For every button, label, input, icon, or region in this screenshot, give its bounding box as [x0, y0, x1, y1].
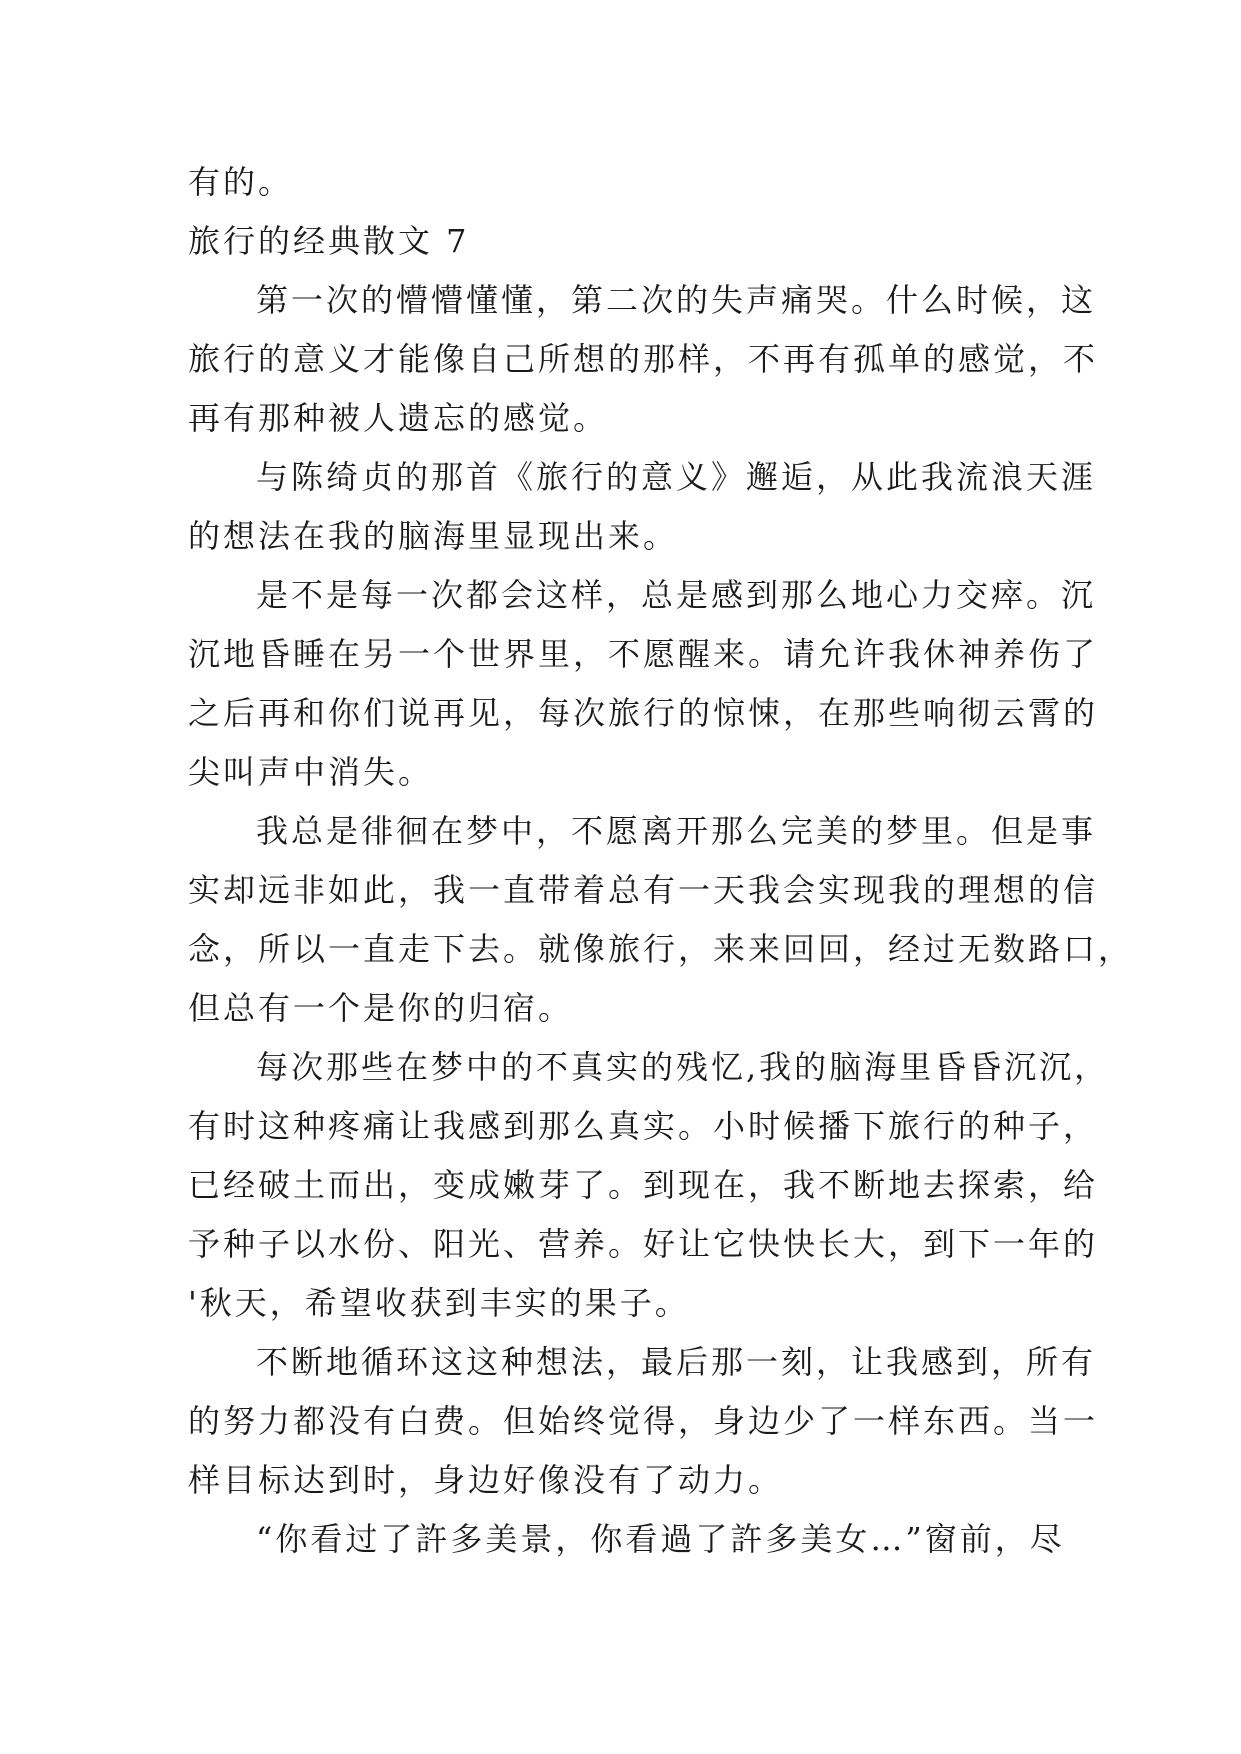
text-line: 我总是徘徊在梦中，不愿离开那么完美的梦里。但是事	[256, 812, 1097, 850]
text-line: 第一次的懵懵懂懂，第二次的失声痛哭。什么时候，这	[256, 281, 1097, 319]
text-line: 有时这种疼痛让我感到那么真实。小时候播下旅行的种子，	[188, 1107, 1099, 1145]
text-line: 之后再和你们说再见，每次旅行的惊悚，在那些响彻云霄的	[188, 694, 1099, 732]
text-line: 每次那些在梦中的不真实的残忆,我的脑海里昏昏沉沉，	[256, 1048, 1110, 1086]
text-line: 是不是每一次都会这样，总是感到那么地心力交瘁。沉	[256, 576, 1097, 614]
text-line: 的努力都没有白费。但始终觉得，身边少了一样东西。当一	[188, 1402, 1099, 1440]
text-line: 予种子以水份、阳光、营养。好让它快快长大，到下一年的	[188, 1225, 1099, 1263]
text-line: 与陈绮贞的那首《旅行的意义》邂逅，从此我流浪天涯	[256, 458, 1097, 496]
text-line: 不断地循环这这种想法，最后那一刻，让我感到，所有	[256, 1343, 1097, 1381]
text-line: 念，所以一直走下去。就像旅行，来来回回，经过无数路口，	[188, 930, 1134, 968]
text-line: 已经破土而出，变成嫩芽了。到现在，我不断地去探索，给	[188, 1166, 1099, 1204]
text-line: 样目标达到时，身边好像没有了动力。	[188, 1461, 784, 1499]
text-line: 但总有一个是你的归宿。	[188, 989, 574, 1027]
text-line: '秋天，希望收获到丰实的果子。	[188, 1284, 690, 1322]
text-line: 沉地昏睡在另一个世界里，不愿醒来。请允许我休神养伤了	[188, 635, 1099, 673]
text-line: 尖叫声中消失。	[188, 753, 434, 791]
text-line: “你看过了許多美景，你看過了許多美女…”窗前，尽	[256, 1520, 1065, 1558]
section-heading: 旅行的经典散文 7	[188, 222, 470, 260]
text-line: 再有那种被人遗忘的感觉。	[188, 399, 609, 437]
text-line: 的想法在我的脑海里显现出来。	[188, 517, 679, 555]
text-line: 有的。	[188, 163, 294, 201]
text-line: 实却远非如此，我一直带着总有一天我会实现我的理想的信	[188, 871, 1099, 909]
text-line: 旅行的意义才能像自己所想的那样，不再有孤单的感觉，不	[188, 340, 1099, 378]
